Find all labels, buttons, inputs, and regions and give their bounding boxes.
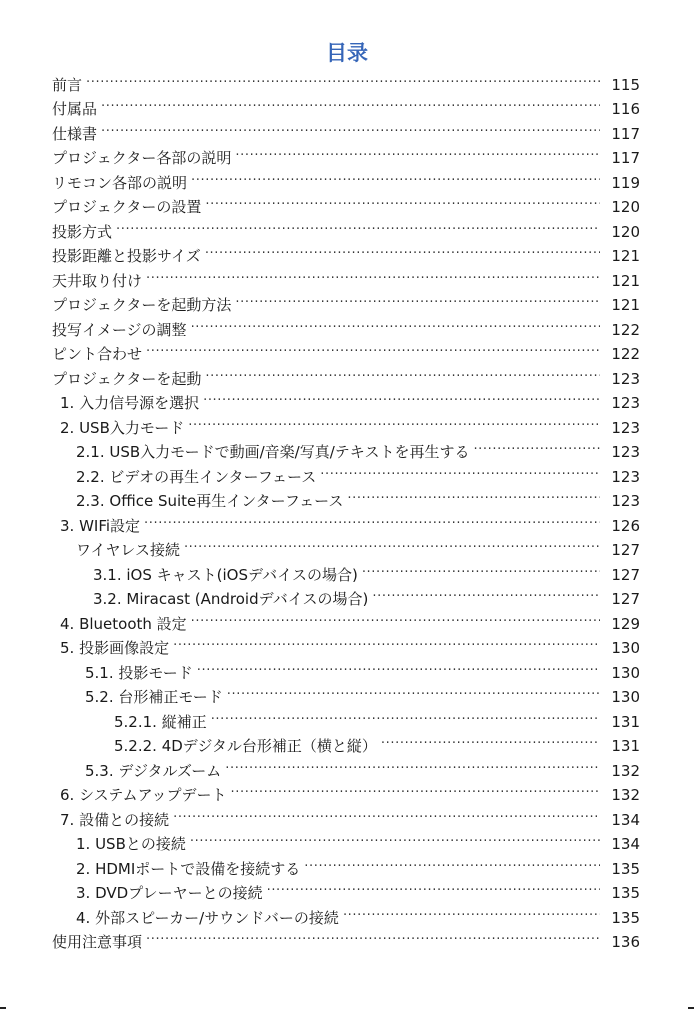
toc-entry[interactable] xyxy=(52,70,640,95)
toc-entry-label: 1. USBとの接続 xyxy=(76,835,186,853)
toc-entry-page-number: 121 xyxy=(611,271,640,290)
dot-leader xyxy=(235,148,600,168)
toc-entry-label: 投影距離と投影サイズ xyxy=(52,247,201,265)
toc-entry[interactable] xyxy=(52,781,640,806)
dot-leader xyxy=(343,908,600,928)
toc-entry-page-number: 117 xyxy=(611,124,640,143)
toc-entry[interactable] xyxy=(52,536,640,561)
toc-entry[interactable] xyxy=(52,413,640,438)
toc-entry[interactable] xyxy=(52,879,640,904)
toc-entry-page-number: 117 xyxy=(611,149,640,167)
toc-entry[interactable] xyxy=(52,340,640,365)
toc-entry-label: 前言 xyxy=(52,75,83,94)
toc-entry[interactable] xyxy=(52,560,640,585)
toc-entry-page-number: 135 xyxy=(611,908,640,927)
dot-leader xyxy=(184,540,600,560)
toc-entry[interactable] xyxy=(52,585,640,610)
toc-entry-page-number: 115 xyxy=(611,75,640,94)
toc-entry-label: 3. DVDプレーヤーとの接続 xyxy=(76,884,263,902)
dot-leader xyxy=(205,369,600,389)
dot-leader xyxy=(144,516,600,536)
toc-entry-label: 1. 入力信号源を選択 xyxy=(60,394,200,412)
toc-entry-page-number: 131 xyxy=(611,737,640,755)
dot-leader xyxy=(191,614,600,634)
toc-entry[interactable] xyxy=(52,144,640,169)
toc-entry-label: 5.3. デジタルズーム xyxy=(85,761,222,780)
toc-entry-label: プロジェクターを起動方法 xyxy=(52,296,232,314)
toc-entry-label: 5.2.2. 4Dデジタル台形補正（横と縦） xyxy=(114,737,377,755)
toc-entry[interactable] xyxy=(52,487,640,512)
toc-entry[interactable] xyxy=(52,854,640,879)
dot-leader xyxy=(188,418,600,438)
toc-entry-label: 付属品 xyxy=(52,100,98,118)
toc-entry-label: 5.2.1. 縦補正 xyxy=(114,712,207,731)
toc-entry-label: 5.1. 投影モード xyxy=(85,663,193,682)
dot-leader xyxy=(267,883,600,903)
toc-entry[interactable] xyxy=(52,438,640,463)
dot-leader xyxy=(203,393,600,413)
toc-entry[interactable] xyxy=(52,830,640,855)
page-title: 目录 xyxy=(326,41,368,65)
dot-leader xyxy=(372,589,600,609)
toc-entry-page-number: 127 xyxy=(611,541,640,559)
toc-entry[interactable] xyxy=(52,119,640,144)
toc-entry[interactable] xyxy=(52,928,640,953)
toc-entry-label: 7. 設備との接続 xyxy=(60,810,170,829)
dot-leader xyxy=(191,320,600,340)
toc-entry-page-number: 123 xyxy=(611,418,640,437)
dot-leader xyxy=(381,736,600,756)
toc-entry-label: 2. USB入力モード xyxy=(60,418,185,437)
dot-leader xyxy=(235,295,600,315)
toc-entry-label: 使用注意事項 xyxy=(52,933,143,951)
toc-entry[interactable] xyxy=(52,707,640,732)
toc-entry-label: 仕様書 xyxy=(52,124,98,143)
toc-entry[interactable] xyxy=(52,168,640,193)
dot-leader xyxy=(211,712,600,732)
toc-entry-page-number: 121 xyxy=(611,296,640,314)
toc-entry-label: 2.2. ビデオの再生インターフェース xyxy=(76,467,317,486)
dot-leader xyxy=(101,124,600,144)
dot-leader xyxy=(347,491,600,511)
toc-entry[interactable] xyxy=(52,389,640,414)
toc-entry[interactable] xyxy=(52,756,640,781)
toc-entry[interactable] xyxy=(52,95,640,120)
toc-entry-page-number: 130 xyxy=(611,639,640,657)
toc-entry-page-number: 135 xyxy=(611,884,640,902)
toc-entry-label: プロジェクター各部の説明 xyxy=(52,149,232,167)
dot-leader xyxy=(146,344,600,364)
toc-entry-label: 投写イメージの調整 xyxy=(52,320,187,339)
toc-entry-page-number: 129 xyxy=(611,614,640,633)
toc-entry-page-number: 132 xyxy=(611,786,640,804)
toc-entry-label: 2. HDMIポートで設備を接続する xyxy=(76,859,301,878)
toc-entry[interactable] xyxy=(52,291,640,316)
toc-entry-label: 2.3. Office Suite再生インターフェース xyxy=(76,492,344,510)
toc-entry[interactable] xyxy=(52,683,640,708)
toc-entry-page-number: 126 xyxy=(611,516,640,535)
toc-entry-label: 4. 外部スピーカー/サウンドバーの接続 xyxy=(76,908,339,927)
toc-entry[interactable] xyxy=(52,511,640,536)
toc-entry-label: 3. WIFi設定 xyxy=(60,516,141,535)
toc-entry-page-number: 127 xyxy=(611,565,640,584)
toc-entry[interactable] xyxy=(52,634,640,659)
dot-leader xyxy=(205,197,600,217)
toc-entry-label: ワイヤレス接続 xyxy=(76,541,180,559)
toc-entry-page-number: 121 xyxy=(611,247,640,265)
toc-entry-label: プロジェクターを起動 xyxy=(52,369,202,388)
toc-entry-label: リモコン各部の説明 xyxy=(52,173,188,192)
dot-leader xyxy=(146,271,600,291)
toc-entry-page-number: 122 xyxy=(611,345,640,363)
toc-entry[interactable] xyxy=(52,903,640,928)
dot-leader xyxy=(231,785,600,805)
toc-entry[interactable] xyxy=(52,609,640,634)
dot-leader xyxy=(225,761,600,781)
toc-entry[interactable] xyxy=(52,462,640,487)
toc-entry-page-number: 122 xyxy=(611,320,640,339)
toc-entry-page-number: 123 xyxy=(611,394,640,412)
toc-entry[interactable] xyxy=(52,364,640,389)
dot-leader xyxy=(320,467,600,487)
toc-entry[interactable] xyxy=(52,217,640,242)
toc-entry-label: 5. 投影画像設定 xyxy=(60,639,170,657)
dot-leader xyxy=(101,99,600,119)
toc-entry-page-number: 123 xyxy=(611,492,640,510)
toc-entry-page-number: 134 xyxy=(611,835,640,853)
toc-entry-page-number: 136 xyxy=(611,933,640,951)
toc-entry-label: 5.2. 台形補正モード xyxy=(85,688,223,706)
toc-entry-page-number: 130 xyxy=(611,688,640,706)
toc-entry-label: ピント合わせ xyxy=(52,345,143,363)
dot-leader xyxy=(304,859,600,879)
table-of-contents xyxy=(52,70,640,952)
toc-entry[interactable] xyxy=(52,805,640,830)
toc-entry-page-number: 130 xyxy=(611,663,640,682)
toc-entry-page-number: 134 xyxy=(611,810,640,829)
dot-leader xyxy=(205,246,600,266)
toc-entry-page-number: 127 xyxy=(611,590,640,608)
dot-leader xyxy=(146,932,600,952)
toc-entry-page-number: 120 xyxy=(611,198,640,216)
toc-entry-page-number: 123 xyxy=(611,369,640,388)
toc-entry[interactable] xyxy=(52,242,640,267)
toc-entry-page-number: 131 xyxy=(611,712,640,731)
dot-leader xyxy=(227,687,600,707)
toc-entry-label: 4. Bluetooth 設定 xyxy=(60,614,187,633)
dot-leader xyxy=(362,565,600,585)
toc-entry-label: 3.1. iOS キャスト(iOSデバイスの場合) xyxy=(93,565,358,584)
toc-entry-label: 天井取り付け xyxy=(52,271,143,290)
toc-entry-label: 2.1. USB入力モードで動画/音楽/写真/テキストを再生する xyxy=(76,443,470,461)
toc-entry-label: プロジェクターの設置 xyxy=(52,198,202,216)
toc-entry-page-number: 123 xyxy=(611,467,640,486)
dot-leader xyxy=(86,75,600,95)
toc-entry-page-number: 135 xyxy=(611,859,640,878)
dot-leader xyxy=(191,173,600,193)
toc-entry[interactable] xyxy=(52,193,640,218)
dot-leader xyxy=(173,810,600,830)
dot-leader xyxy=(173,638,600,658)
toc-entry[interactable] xyxy=(52,315,640,340)
toc-entry-page-number: 120 xyxy=(611,222,640,241)
dot-leader xyxy=(116,222,600,242)
dot-leader xyxy=(473,442,600,462)
dot-leader xyxy=(197,663,600,683)
toc-entry-label: 6. システムアップデート xyxy=(60,786,227,804)
toc-entry[interactable] xyxy=(52,658,640,683)
toc-entry-page-number: 119 xyxy=(611,173,640,192)
toc-entry-page-number: 123 xyxy=(611,443,640,461)
toc-entry-label: 3.2. Miracast (Androidデバイスの場合) xyxy=(93,590,369,608)
toc-entry-label: 投影方式 xyxy=(52,222,113,241)
toc-entry-page-number: 116 xyxy=(611,100,640,118)
toc-entry-page-number: 132 xyxy=(611,761,640,780)
dot-leader xyxy=(190,834,600,854)
toc-entry[interactable] xyxy=(52,732,640,757)
toc-entry[interactable] xyxy=(52,266,640,291)
